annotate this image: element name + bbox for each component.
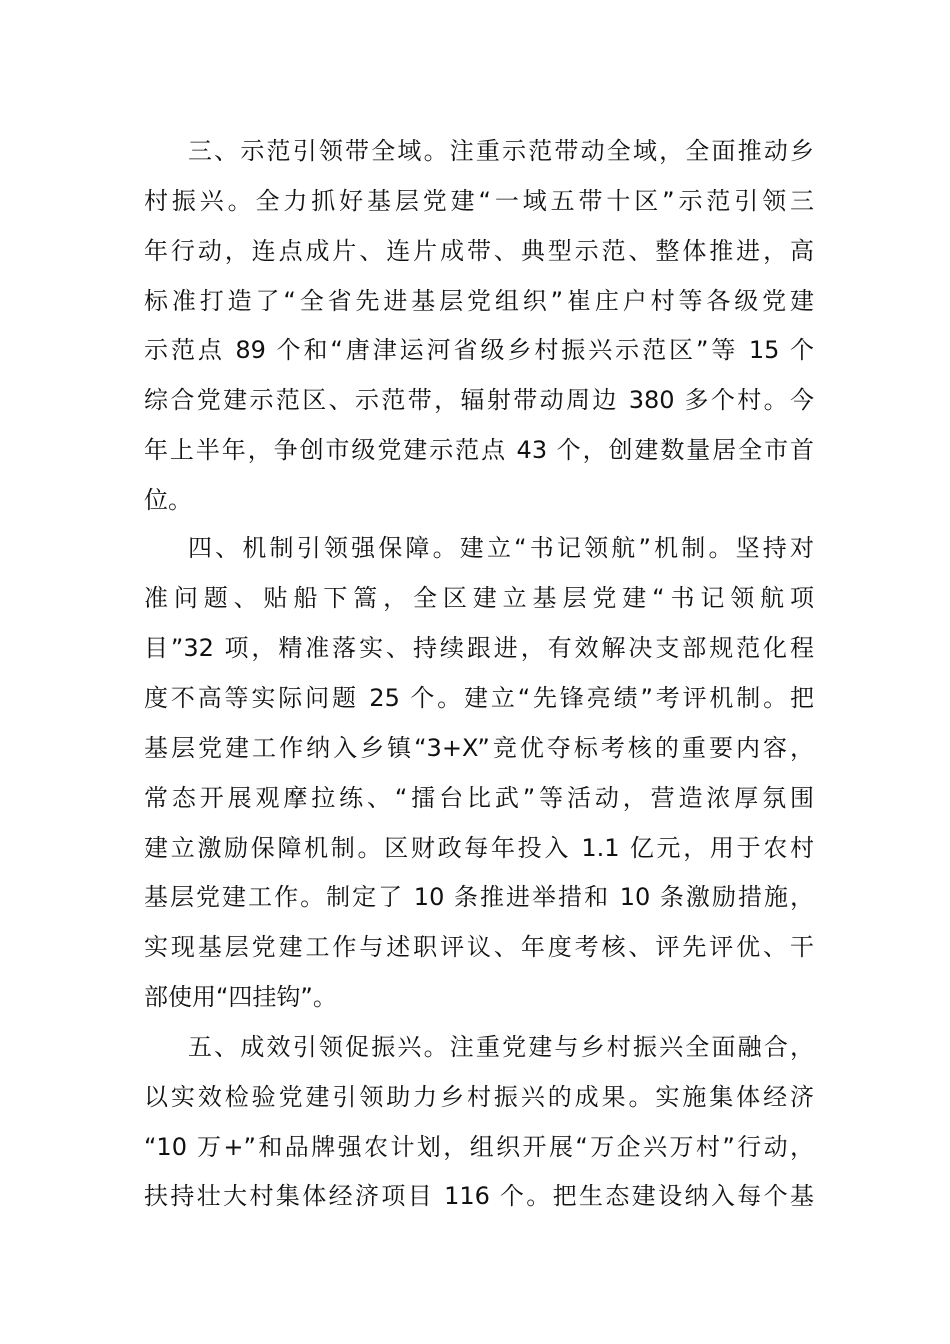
paragraph-line: 示范点 89 个和“唐津运河省级乡村振兴示范区”等 15 个: [144, 336, 814, 364]
paragraph-line: 村振兴。全力抓好基层党建“一域五带十区”示范引领三: [144, 187, 814, 215]
paragraph-line: 扶持壮大村集体经济项目 116 个。把生态建设纳入每个基: [144, 1182, 814, 1210]
paragraph-line: 综合党建示范区、示范带，辐射带动周边 380 多个村。今: [144, 386, 814, 414]
paragraph-line: 四、机制引领强保障。建立“书记领航”机制。坚持对: [188, 534, 814, 562]
paragraph-line: 准问题、贴船下篙，全区建立基层党建“书记领航项: [144, 584, 814, 612]
paragraph-line: 常态开展观摩拉练、“擂台比武”等活动，营造浓厚氛围: [144, 784, 814, 812]
paragraph-line: 以实效检验党建引领助力乡村振兴的成果。实施集体经济: [144, 1083, 814, 1111]
paragraph-line: 度不高等实际问题 25 个。建立“先锋亮绩”考评机制。把: [144, 684, 814, 712]
paragraph-line: 基层党建工作纳入乡镇“3+X”竞优夺标考核的重要内容，: [144, 734, 814, 762]
paragraph-line: 目”32 项，精准落实、持续跟进，有效解决支部规范化程: [144, 634, 814, 662]
paragraph-line: 实现基层党建工作与述职评议、年度考核、评先评优、干: [144, 933, 814, 961]
paragraph-line: “10 万+”和品牌强农计划，组织开展“万企兴万村”行动，: [144, 1133, 814, 1161]
paragraph-line: 建立激励保障机制。区财政每年投入 1.1 亿元，用于农村: [144, 834, 814, 862]
paragraph-line: 五、成效引领促振兴。注重党建与乡村振兴全面融合，: [188, 1033, 814, 1061]
paragraph-line: 位。: [144, 486, 192, 514]
paragraph-line: 部使用“四挂钩”。: [144, 983, 337, 1011]
paragraph-line: 年上半年，争创市级党建示范点 43 个，创建数量居全市首: [144, 436, 814, 464]
paragraph-line: 标准打造了“全省先进基层党组织”崔庄户村等各级党建: [144, 287, 814, 315]
paragraph-line: 三、示范引领带全域。注重示范带动全域，全面推动乡: [188, 137, 814, 165]
paragraph-line: 年行动，连点成片、连片成带、典型示范、整体推进，高: [144, 237, 814, 265]
paragraph-line: 基层党建工作。制定了 10 条推进举措和 10 条激励措施，: [144, 883, 814, 911]
